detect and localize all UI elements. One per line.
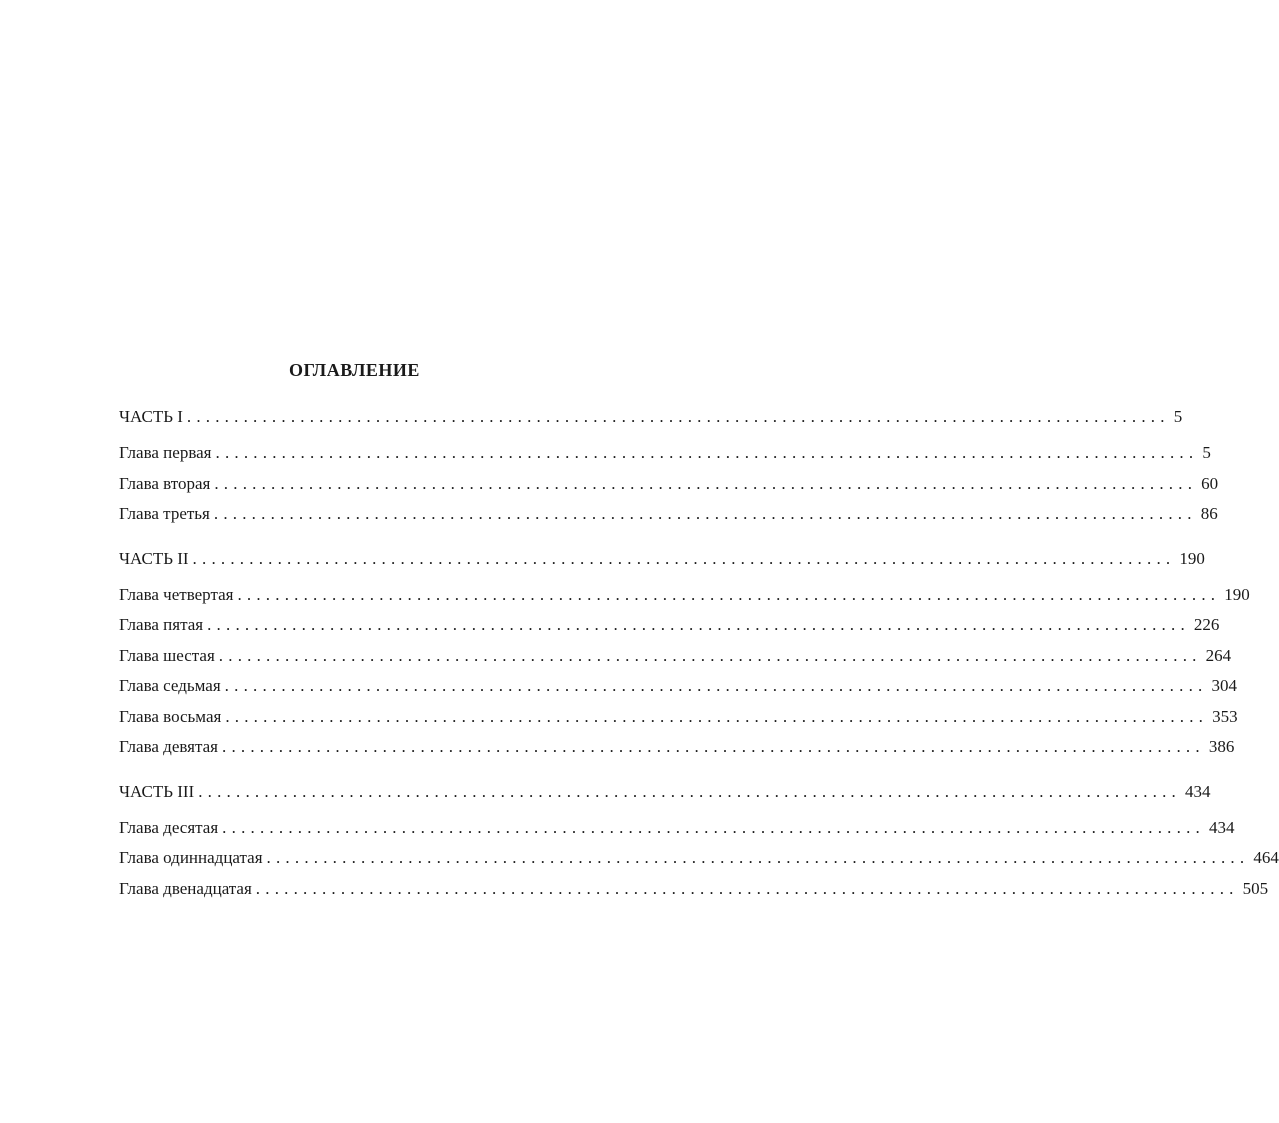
toc-entry-page: 190 (1179, 548, 1205, 568)
toc-chapter-entry (119, 499, 1218, 530)
dot-leader: ........................................................................................................ (192, 548, 1176, 568)
dot-leader: ........................................................................................................ (255, 878, 1239, 898)
toc-entry-label: Глава одиннадцатая (119, 848, 263, 867)
toc-entry-page: 353 (1212, 706, 1238, 726)
toc-entry-page: 264 (1205, 645, 1232, 665)
toc-entry-label: Глава пятая (119, 615, 204, 634)
toc-chapter-entry (119, 610, 1220, 641)
dot-leader: ........................................................................................................ (266, 848, 1250, 867)
toc-entry-page: 86 (1200, 504, 1218, 523)
dot-leader: ........................................................................................................ (222, 737, 1205, 756)
toc-entry-page: 304 (1211, 676, 1237, 695)
toc-chapter-entry (119, 702, 1238, 733)
toc-entry-page: 5 (1202, 443, 1211, 462)
toc-entry-page: 190 (1224, 584, 1250, 604)
toc-chapter-entry (119, 813, 1235, 844)
dot-leader: ........................................................................................................ (198, 781, 1182, 801)
toc-chapter-entry (119, 641, 1232, 672)
toc-entry-label: Глава восьмая (119, 706, 222, 726)
toc-entry-page: 5 (1173, 407, 1183, 426)
toc-entry-page: 505 (1242, 878, 1269, 898)
dot-leader: ........................................................................................................ (186, 407, 1170, 426)
toc-part-entry (119, 544, 1205, 580)
toc-entry-page: 386 (1208, 737, 1235, 756)
dot-leader: ........................................................................................................ (207, 615, 1190, 634)
dot-leader: ........................................................................................................ (237, 584, 1221, 604)
toc-entry-label: ЧАСТЬ I (119, 407, 183, 426)
toc-part-entry (119, 777, 1211, 813)
dot-leader: ........................................................................................................ (222, 817, 1205, 837)
toc-chapter-entry (119, 843, 1279, 874)
toc-chapter-entry (119, 671, 1237, 702)
toc-section-part-2 (119, 544, 1250, 763)
toc-chapter-entry (119, 438, 1211, 469)
toc-section-part-1 (119, 402, 1219, 530)
toc-entry-page: 464 (1253, 848, 1279, 867)
toc-entry-label: Глава шестая (119, 645, 215, 665)
dot-leader: ........................................................................................................ (215, 443, 1199, 462)
toc-chapter-entry (119, 580, 1250, 611)
dot-leader: ........................................................................................................ (225, 706, 1209, 726)
toc-chapter-entry (119, 874, 1269, 905)
toc-entry-label: Глава седьмая (119, 676, 221, 695)
toc-entry-label: ЧАСТЬ II (119, 548, 189, 568)
dot-leader: ........................................................................................................ (213, 504, 1197, 523)
toc-entry-page: 434 (1208, 817, 1235, 837)
dot-leader: ........................................................................................................ (224, 676, 1208, 695)
toc-entry-label: Глава первая (119, 443, 212, 462)
toc-entry-label: ЧАСТЬ III (119, 781, 195, 801)
toc-entry-label: Глава девятая (119, 737, 218, 756)
toc-entry-label: Глава вторая (119, 473, 211, 493)
toc-section-part-3 (119, 777, 1279, 905)
toc-entry-page: 226 (1193, 615, 1220, 634)
toc-entry-label: Глава десятая (119, 817, 219, 837)
toc-entry-label: Глава двенадцатая (119, 878, 252, 898)
toc-entry-label: Глава третья (119, 504, 210, 523)
toc-entry-page: 434 (1185, 781, 1211, 801)
toc-entry-label: Глава четвертая (119, 584, 234, 604)
toc-part-entry (119, 402, 1183, 438)
toc-chapter-entry (119, 469, 1219, 500)
table-of-contents (119, 402, 1279, 918)
toc-title: ОГЛАВЛЕНИЕ (289, 360, 420, 380)
dot-leader: ........................................................................................................ (214, 473, 1198, 493)
dot-leader: ........................................................................................................ (218, 645, 1202, 665)
toc-chapter-entry (119, 732, 1235, 763)
toc-entry-page: 60 (1201, 473, 1219, 493)
